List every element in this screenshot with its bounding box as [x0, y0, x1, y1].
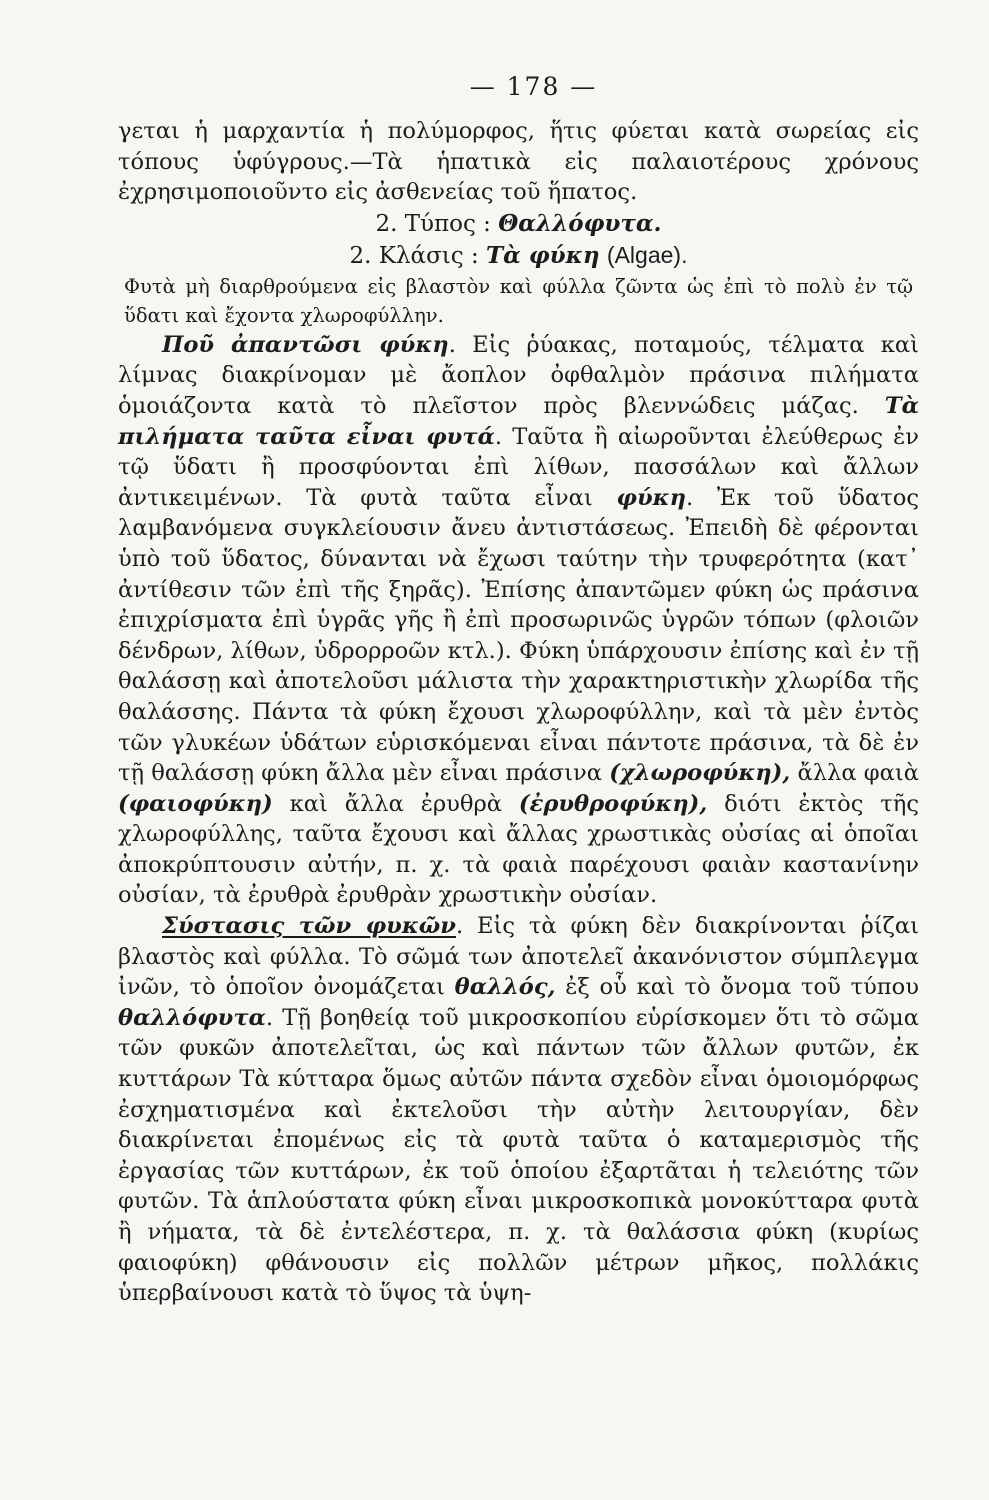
section-heading-composition: Σύστασις τῶν φυκῶν	[162, 913, 456, 940]
section-heading-occurrence: Ποῦ ἀπαντῶσι φύκη	[162, 331, 449, 358]
text-run: . Εἰς τὰ φύκη δὲν διακρίνονται ῥίζαι βλαστὸς καὶ φύλλα. Τὸ σῶμά των ἀποτελεῖ ἀκανόνιστον σύμπλεγμα ἰνῶν, τὸ ὁποῖον ὀνομάζεται	[118, 913, 919, 1001]
class-name: Τὰ φύκη	[486, 241, 600, 269]
page-number: — 178 —	[469, 72, 598, 101]
emphasis-run: (φαιοφύκη)	[118, 790, 273, 817]
class-label: 2. Κλάσις :	[349, 242, 479, 269]
text-run: . Εἰς ῥύακας, ποταμούς, τέλματα καὶ λίμνας διακρίνομαν μὲ ἄοπλον ὀφθαλμὸν πράσινα πιλήματα ὁμοιάζοντα κατὰ τὸ πλεῖστον πρὸς βλεννώδεις μάζας.	[118, 331, 919, 419]
class-heading	[118, 240, 919, 272]
paragraph-continuation: γεται ἡ μαρχαντία ἡ πολύμορφος, ἥτις φύεται κατὰ σωρείας εἰς τόπους ὑφύγρους.—Τὰ ἡπατικὰ εἰς παλαιοτέρους χρόνους ἐχρησιμοποιοῦντο εἰς ἀσθενείας τοῦ ἥπατος.	[118, 118, 919, 206]
paragraph-occurrence	[118, 330, 919, 911]
text-run: . Τῇ βοηθείᾳ τοῦ μικροσκοπίου εὑρίσκομεν ὅτι τὸ σῶμα τῶν φυκῶν ἀποτελεῖται, ὡς καὶ πάντων τῶν ἄλλων φυτῶν, ἐκ κυττάρων Τὰ κύτταρα ὅμως αὐτῶν πάντα σχεδὸν εἶναι ὁμοιομόρφως ἐσχηματισμένα καὶ ἐκτελοῦσι τὴν αὐτὴν λειτουργίαν, δὲν διακρίνεται ἐπομένως εἰς τὰ φυτὰ ταῦτα ὁ καταμερισμὸς τῆς ἐργασίας τῶν κυττάρων, ἐκ τοῦ ὁποίου ἐξαρτᾶται ἡ τελειότης τῶν φυτῶν. Τὰ ἁπλούστατα φύκη εἶναι μικροσκοπικὰ μονοκύτταρα φυτὰ ἢ νήματα, τὰ δὲ ἐντελέστερα, π. χ. τὰ θαλάσσια φύκη (κυρίως φαιοφύκη) φθάνουσιν εἰς πολλῶν μέτρων μῆκος, πολλάκις ὑπερβαίνουσι κατὰ τὸ ὕψος τὰ ὑψη-	[118, 1004, 919, 1307]
type-label: 2. Τύπος :	[375, 210, 491, 237]
type-heading	[118, 208, 919, 240]
paragraph-composition	[118, 911, 919, 1309]
emphasis-run: Τὰ πιλήματα ταῦτα εἶναι φυτά	[118, 392, 919, 450]
class-definition: Φυτὰ μὴ διαρθρούμενα εἰς βλαστὸν καὶ φύλλα ζῶντα ὡς ἐπὶ τὸ πολὺ ἐν τῷ ὕδατι καὶ ἔχοντα χλωροφύλλην.	[124, 274, 913, 327]
emphasis-run: (χλωροφύκη),	[609, 760, 791, 787]
text-run: διότι ἐκτὸς τῆς χλωροφύλλης, ταῦτα ἔχουσι καὶ ἄλλας χρωστικὰς οὐσίας αἱ ὁποῖαι ἀποκρύπτουσιν αὐτήν, π. χ. τὰ φαιὰ παρέχουσι φαιὰν καστανίνην οὐσίαν, τὰ ἐρυθρὰ ἐρυθρὰν χρωστικὴν οὐσίαν.	[118, 790, 919, 909]
class-latin-name: (Algae).	[606, 241, 688, 268]
emphasis-run: φύκη	[616, 484, 686, 511]
emphasis-run: θαλλός,	[454, 974, 556, 1001]
text-run: ἄλλα φαιὰ	[790, 760, 919, 787]
text-run: καὶ ἄλλα ἐρυθρὰ	[272, 790, 519, 817]
text-run: . Ταῦτα ἢ αἰωροῦνται ἐλεύθερως ἐν τῷ ὕδατι ἢ προσφύονται ἐπὶ λίθων, πασσάλων καὶ ἄλλων ἀντικειμένων. Τὰ φυτὰ ταῦτα εἶναι	[118, 423, 919, 511]
emphasis-run: (ἐρυθροφύκη),	[518, 790, 708, 817]
emphasis-run: θαλλόφυτα	[118, 1004, 266, 1031]
type-name: Θαλλόφυτα.	[498, 209, 662, 237]
text-run: . Ἐκ τοῦ ὕδατος λαμβανόμενα συγκλείουσιν ἄνευ ἀντιστάσεως. Ἐπειδὴ δὲ φέρονται ὑπὸ τοῦ ὕδατος, δύνανται νὰ ἔχωσι ταύτην τὴν τρυφερότητα (κατ᾽ ἀντίθεσιν τῶν ἐπὶ τῆς ξηρᾶς). Ἐπίσης ἀπαντῶμεν φύκη ὡς πράσινα ἐπιχρίσματα ἐπὶ ὑγρᾶς γῆς ἢ ἐπὶ προσωρινῶς ὑγρῶν τόπων (φλοιῶν δένδρων, λίθων, ὑδρορροῶν κτλ.). Φύκη ὑπάρχουσιν ἐπίσης καὶ ἐν τῇ θαλάσσῃ καὶ ἀποτελοῦσι μάλιστα τὴν χαρακτηριστικὴν χλωρίδα τῆς θαλάσσης. Πάντα τὰ φύκη ἔχουσι χλωροφύλλην, καὶ τὰ μὲν ἐντὸς τῶν γλυκέων ὑδάτων εὑρισκόμεναι εἶναι πάντοτε πράσινα, τὰ δὲ ἐν τῇ θαλάσσῃ φύκη ἄλλα μὲν εἶναι πράσινα	[118, 484, 919, 787]
text-run: ἐξ οὗ καὶ τὸ ὄνομα τοῦ τύπου	[555, 974, 919, 1001]
page-body	[118, 116, 919, 1309]
